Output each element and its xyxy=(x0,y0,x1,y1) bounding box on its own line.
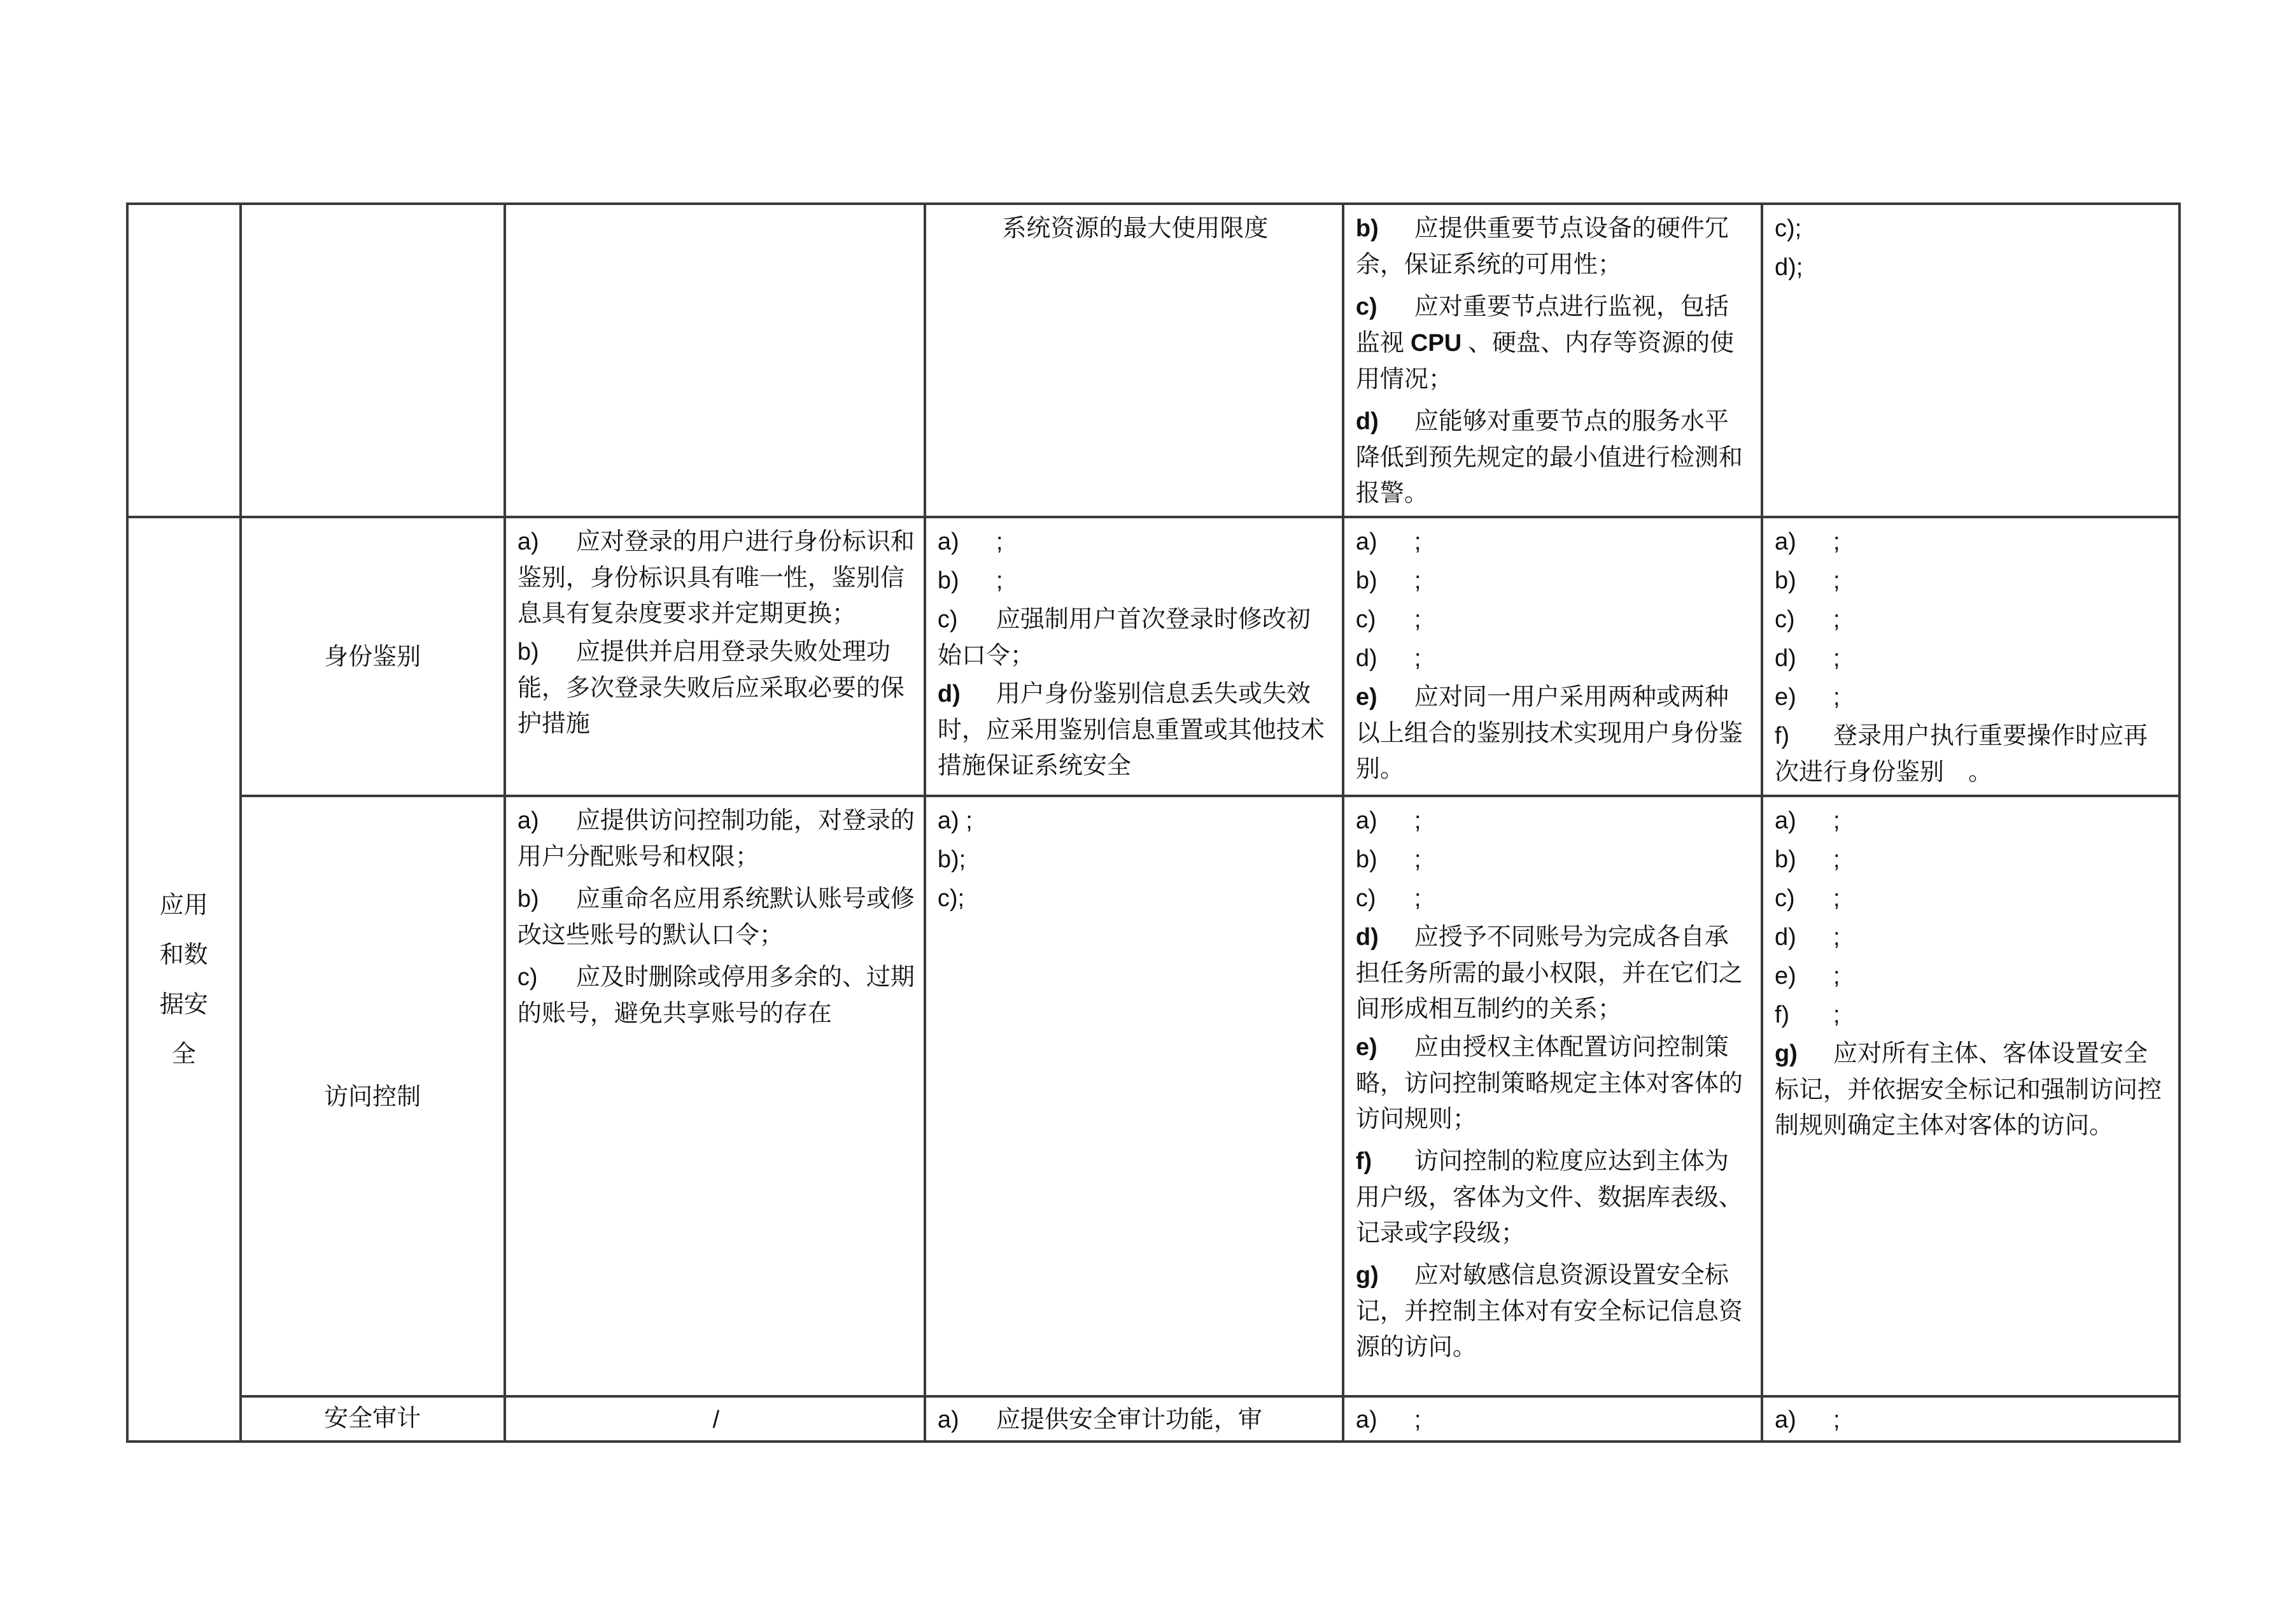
level3-cell xyxy=(1343,517,1762,796)
requirement-entry xyxy=(518,881,915,953)
requirement-text: ; xyxy=(1414,606,1421,633)
list-marker: b) xyxy=(1355,215,1379,242)
requirement-text: ; xyxy=(1833,885,1840,912)
list-marker: a) xyxy=(517,807,539,834)
level2-cell xyxy=(925,204,1343,517)
requirement-entry xyxy=(518,802,915,874)
list-marker: a) xyxy=(1774,1407,1796,1433)
list-marker: c) xyxy=(1355,294,1377,320)
list-marker: c) xyxy=(937,606,958,633)
list-marker: d) xyxy=(1355,645,1377,672)
requirement-entry xyxy=(1356,403,1752,511)
list-marker: g) xyxy=(1774,1040,1798,1067)
list-marker: a) xyxy=(1355,807,1377,834)
category-cell-empty xyxy=(127,204,241,517)
list-marker: a) xyxy=(1774,807,1796,834)
requirement-text: 应对同一用户采用两种或两种以上组合的鉴别技术实现用户身份鉴别。 xyxy=(1355,683,1743,783)
requirement-entry xyxy=(938,601,1333,673)
level1-cell-empty xyxy=(505,204,925,517)
list-marker: b) xyxy=(517,886,539,912)
requirement-entry xyxy=(1775,841,2169,877)
level3-cell xyxy=(1343,1396,1762,1442)
requirement-text: ; xyxy=(1414,528,1421,555)
requirement-text: 应提供并启用登录失败处理功能，多次登录失败后应采取必要的保护措施 xyxy=(517,637,905,737)
requirement-text: ; xyxy=(1833,924,1840,951)
requirement-entry xyxy=(1356,1029,1752,1137)
list-marker: b) xyxy=(517,639,539,665)
requirement-entry xyxy=(1775,562,2169,599)
requirement-text: ; xyxy=(1833,846,1840,873)
requirement-text: 应由授权主体配置访问控制策略，访问控制策略规定主体对客体的访问规则； xyxy=(1355,1033,1743,1133)
list-marker: b) xyxy=(1774,846,1796,873)
list-marker: b); xyxy=(937,846,966,873)
list-marker: c) xyxy=(1355,606,1376,633)
list-marker: c) xyxy=(1774,885,1795,912)
requirement-entry xyxy=(1356,1257,1752,1364)
requirement-entry xyxy=(1775,958,2169,994)
list-marker: f) xyxy=(1774,1002,1790,1028)
requirement-entry xyxy=(1775,523,2169,560)
category-cell xyxy=(127,517,241,1442)
cpu-term: CPU xyxy=(1410,330,1462,357)
requirement-text: 、硬盘、内存等资源的使用情况； xyxy=(1355,329,1735,393)
table-row-access-control xyxy=(127,796,2180,1396)
level4-cell xyxy=(1762,1396,2180,1442)
list-marker: d) xyxy=(1355,408,1379,435)
requirement-text: 用户身份鉴别信息丢失或失效时，应采用鉴别信息重置或其他技术措施保证系统安全 xyxy=(937,679,1325,779)
list-marker: f) xyxy=(1355,1148,1372,1175)
list-marker: c) xyxy=(1355,885,1376,912)
requirement-entry xyxy=(1356,562,1752,599)
list-marker: c) xyxy=(1774,606,1795,633)
requirement-text: ; xyxy=(1833,645,1840,672)
requirement-text: ; xyxy=(1414,885,1421,912)
list-marker: b) xyxy=(1355,846,1377,873)
requirement-entry xyxy=(1356,640,1752,676)
requirement-text: ; xyxy=(1414,807,1421,834)
requirement-entry xyxy=(1356,1143,1752,1251)
requirement-entry xyxy=(938,880,1333,916)
list-marker: d) xyxy=(937,681,961,707)
level2-cell xyxy=(925,796,1343,1396)
requirement-entry xyxy=(518,523,915,631)
requirement-entry xyxy=(518,959,915,1031)
level2-cell xyxy=(925,517,1343,796)
list-marker: a) xyxy=(937,528,959,555)
list-marker: a) xyxy=(1355,528,1377,555)
list-marker: b) xyxy=(1355,567,1377,594)
requirement-entry xyxy=(1356,919,1752,1026)
requirement-text: 应授予不同账号为完成各自承担任务所需的最小权限，并在它们之间形成相互制约的关系； xyxy=(1355,923,1743,1023)
requirement-entry xyxy=(938,676,1333,783)
level3-cell xyxy=(1343,204,1762,517)
requirement-entry xyxy=(1775,996,2169,1033)
requirement-entry xyxy=(1775,880,2169,916)
requirement-entry xyxy=(938,562,1333,599)
list-marker: a) xyxy=(517,528,539,555)
list-marker: d) xyxy=(1774,924,1796,951)
list-marker: g) xyxy=(1355,1262,1379,1289)
requirement-entry xyxy=(1775,210,2169,246)
requirement-text: ; xyxy=(1833,1002,1840,1028)
list-marker: f) xyxy=(1774,723,1790,749)
list-marker: b) xyxy=(937,567,959,594)
requirement-text: ; xyxy=(1414,645,1421,672)
requirement-text: ; xyxy=(1833,567,1840,594)
level1-cell xyxy=(505,796,925,1396)
requirement-text: 访问控制的粒度应达到主体为用户级，客体为文件、数据库表级、记录或字段级； xyxy=(1355,1147,1743,1247)
requirement-entry xyxy=(1775,802,2169,839)
requirement-text: ; xyxy=(996,528,1003,555)
level4-cell xyxy=(1762,204,2180,517)
requirement-text: 登录用户执行重要操作时应再次进行身份鉴别 。 xyxy=(1774,721,2148,786)
requirement-text: 应对敏感信息资源设置安全标记，并控制主体对有安全标记信息资源的访问。 xyxy=(1355,1261,1743,1361)
list-marker: e) xyxy=(1355,1034,1377,1061)
requirement-text: 应提供重要节点设备的硬件冗余，保证系统的可用性； xyxy=(1355,214,1729,278)
requirement-entry xyxy=(1356,679,1752,786)
requirement-text: ; xyxy=(996,567,1003,594)
item-label: 身份鉴别 xyxy=(324,642,421,670)
requirement-text: 应提供访问控制功能，对登录的用户分配账号和权限； xyxy=(517,806,915,870)
requirement-text: ; xyxy=(1414,846,1421,873)
requirement-text: 应能够对重要节点的服务水平降低到预先规定的最小值进行检测和报警。 xyxy=(1355,407,1743,507)
requirement-text: 应及时删除或停用多余的、过期的账号，避免共享账号的存在 xyxy=(517,963,915,1027)
level4-cell xyxy=(1762,517,2180,796)
list-marker: c) xyxy=(517,964,538,991)
requirements-table xyxy=(126,202,2181,1443)
requirement-text: ; xyxy=(1833,684,1840,711)
requirement-entry xyxy=(938,523,1333,560)
requirement-entry xyxy=(518,634,915,741)
requirement-text: 应重命名应用系统默认账号或修改这些账号的默认口令； xyxy=(517,884,915,949)
list-marker: d) xyxy=(1774,645,1796,672)
requirement-text: ; xyxy=(1833,1407,1840,1433)
item-cell xyxy=(241,796,505,1396)
list-marker: a) ; xyxy=(937,807,973,834)
requirement-entry xyxy=(1356,802,1752,839)
requirement-text: 应提供安全审计功能，审 xyxy=(996,1405,1262,1433)
requirement-text: 应对重要节点进行监视，包括监视 xyxy=(1355,292,1729,357)
requirement-text: ; xyxy=(1414,567,1421,594)
requirement-text: ; xyxy=(1794,215,1802,242)
requirement-text: 应对所有主体、客体设置安全标记，并依据安全标记和强制访问控制规则确定主体对客体的访问。 xyxy=(1774,1039,2162,1139)
item-label: 安全审计 xyxy=(324,1404,421,1432)
list-marker: d) xyxy=(1774,254,1796,281)
table-row-continuation xyxy=(127,204,2180,517)
level4-cell xyxy=(1762,796,2180,1396)
requirement-entry xyxy=(1775,919,2169,955)
item-cell xyxy=(241,517,505,796)
requirement-entry xyxy=(1775,679,2169,715)
requirement-text: ; xyxy=(1833,606,1840,633)
list-marker: c); xyxy=(937,885,965,912)
category-label: 应用 和数 据安 全 xyxy=(159,891,208,1068)
requirement-entry xyxy=(938,841,1333,877)
table-row-identity-authentication xyxy=(127,517,2180,796)
requirement-text: 应强制用户首次登录时修改初始口令； xyxy=(937,605,1311,669)
item-cell-empty xyxy=(241,204,505,517)
list-marker: b) xyxy=(1774,567,1796,594)
table-row-security-audit xyxy=(127,1396,2180,1442)
item-label: 访问控制 xyxy=(324,1082,421,1110)
level2-cell xyxy=(925,1396,1343,1442)
requirement-entry xyxy=(1775,718,2169,790)
list-marker: e) xyxy=(1355,684,1377,711)
requirement-entry xyxy=(1775,1035,2169,1143)
level1-cell xyxy=(505,517,925,796)
list-marker: c) xyxy=(1774,215,1795,242)
list-marker: a) xyxy=(937,1407,959,1433)
item-cell xyxy=(241,1396,505,1442)
requirement-entry xyxy=(1356,210,1752,282)
requirement-text: ; xyxy=(1833,963,1840,989)
list-marker: e) xyxy=(1774,963,1796,989)
requirement-entry xyxy=(1775,601,2169,637)
requirement-text: ; xyxy=(1833,528,1840,555)
level1-cell xyxy=(505,1396,925,1442)
requirement-entry xyxy=(1356,523,1752,560)
requirement-entry xyxy=(1775,249,2169,285)
list-marker: d) xyxy=(1355,924,1379,951)
not-applicable-mark: / xyxy=(712,1407,720,1433)
requirement-entry xyxy=(1775,640,2169,676)
requirement-entry xyxy=(1356,601,1752,637)
list-marker: a) xyxy=(1774,528,1796,555)
requirement-entry xyxy=(1356,841,1752,877)
requirement-entry xyxy=(1356,880,1752,916)
list-marker: e) xyxy=(1774,684,1796,711)
requirement-text: 应对登录的用户进行身份标识和鉴别，身份标识具有唯一性，鉴别信息具有复杂度要求并定期更换； xyxy=(517,527,915,627)
requirement-text: ; xyxy=(1833,807,1840,834)
requirement-text: 系统资源的最大使用限度 xyxy=(1002,214,1269,242)
requirement-entry xyxy=(938,802,1333,839)
requirement-text: ; xyxy=(1414,1407,1421,1433)
list-marker: a) xyxy=(1355,1407,1377,1433)
level3-cell xyxy=(1343,796,1762,1396)
requirement-text: ; xyxy=(1796,254,1803,281)
requirement-entry xyxy=(1356,288,1752,397)
